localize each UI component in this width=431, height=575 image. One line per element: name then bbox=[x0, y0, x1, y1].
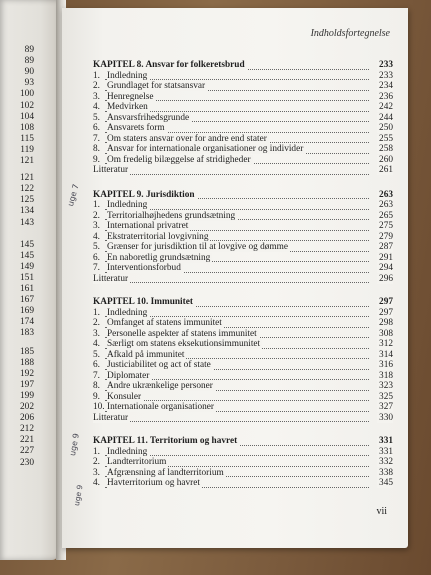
entry-number: 3. bbox=[93, 467, 100, 478]
entry-page bbox=[377, 81, 393, 92]
entry-title bbox=[107, 155, 253, 166]
entry-number: 7. bbox=[93, 133, 100, 144]
entry-page bbox=[377, 221, 393, 232]
entry-number: 1. bbox=[93, 307, 100, 318]
entry-page bbox=[377, 297, 393, 308]
entry-page-text: 279 bbox=[379, 231, 393, 242]
entry-title bbox=[107, 211, 237, 222]
entry-title bbox=[107, 221, 190, 232]
entry-page-text: 330 bbox=[379, 412, 393, 423]
left-page-number: 145 bbox=[19, 239, 34, 250]
entry-title-text: Interventionsforbud bbox=[107, 263, 181, 273]
left-page-number: 230 bbox=[19, 457, 34, 468]
entry-title-text: Litteratur bbox=[93, 165, 129, 175]
entry-title bbox=[107, 468, 226, 479]
toc-entry bbox=[93, 402, 393, 413]
chapter-heading bbox=[93, 60, 393, 71]
left-page-number: 185 bbox=[19, 346, 34, 357]
entry-page bbox=[377, 360, 393, 371]
toc-entry bbox=[93, 252, 393, 264]
entry-title-text: Henregnelse bbox=[107, 91, 154, 102]
left-page-number: 90 bbox=[24, 67, 34, 78]
entry-title-text: Personelle aspekter af statens immunitet bbox=[107, 328, 257, 339]
entry-title bbox=[107, 113, 191, 124]
entry-title-text: Grundlaget for statsansvar bbox=[107, 81, 206, 91]
left-page-number: 93 bbox=[24, 78, 34, 89]
entry-number: 4. bbox=[93, 339, 100, 349]
left-page-number: 197 bbox=[19, 379, 34, 390]
entry-title-text: Afkald på immunitet bbox=[107, 349, 185, 360]
entry-title bbox=[107, 339, 262, 350]
chapter-heading bbox=[93, 297, 393, 308]
entry-page-text: 265 bbox=[379, 210, 393, 221]
dot-leader bbox=[93, 174, 369, 175]
entry-page bbox=[377, 350, 393, 361]
entry-page bbox=[377, 123, 393, 134]
entry-title-text: Særligt om statens eksekutionsimmunitet bbox=[107, 339, 261, 349]
entry-page bbox=[377, 339, 393, 350]
left-page-number: 100 bbox=[19, 89, 34, 100]
entry-page-text: 236 bbox=[379, 91, 393, 102]
left-page-number: 202 bbox=[19, 402, 34, 412]
entry-page-text: 332 bbox=[379, 457, 393, 467]
toc-entry bbox=[93, 133, 393, 145]
entry-number: 7. bbox=[93, 263, 100, 273]
toc-entry bbox=[93, 81, 393, 92]
entry-title-text: Om fredelig bilæggelse af stridigheder bbox=[107, 154, 251, 165]
entry-title-text: Territorialhøjhedens grundsætning bbox=[107, 210, 236, 221]
entry-page bbox=[377, 165, 393, 176]
entry-page bbox=[377, 134, 393, 145]
entry-number: 8. bbox=[93, 144, 100, 154]
entry-page bbox=[377, 232, 393, 243]
entry-title bbox=[93, 436, 239, 447]
entry-title-text: Indledning bbox=[107, 70, 148, 81]
toc-entry bbox=[93, 263, 393, 274]
entry-title-text: Havterritorium og havret bbox=[107, 478, 200, 488]
entry-page bbox=[377, 263, 393, 274]
left-page bbox=[0, 0, 58, 560]
entry-page-text: 331 bbox=[379, 436, 393, 446]
entry-title bbox=[107, 447, 149, 458]
entry-page-text: 263 bbox=[379, 200, 393, 210]
chapter-section bbox=[93, 60, 393, 176]
entry-page-text: 331 bbox=[379, 446, 393, 457]
entry-page bbox=[377, 211, 393, 222]
entry-page bbox=[377, 144, 393, 155]
left-page-number: 119 bbox=[20, 144, 34, 155]
entry-title bbox=[107, 478, 202, 489]
entry-title-text: Andre ukrænkelige personer bbox=[107, 381, 213, 391]
entry-page-text: 260 bbox=[379, 154, 393, 165]
entry-page-text: 312 bbox=[379, 339, 393, 349]
toc-entry bbox=[93, 446, 393, 458]
entry-page-text: 275 bbox=[379, 221, 393, 231]
left-page-number: 227 bbox=[19, 446, 34, 457]
entry-title bbox=[107, 381, 215, 392]
handwritten-note: uge 7 bbox=[66, 183, 81, 208]
entry-title bbox=[107, 350, 186, 361]
entry-title-text: KAPITEL 10. Immunitet bbox=[93, 297, 193, 307]
dot-leader bbox=[93, 421, 369, 422]
entry-title bbox=[107, 102, 150, 113]
entry-title-text: Afgrænsning af landterritorium bbox=[107, 467, 224, 478]
entry-page bbox=[377, 318, 393, 329]
entry-title bbox=[107, 81, 207, 92]
entry-page-text: 234 bbox=[379, 81, 393, 91]
entry-number: 4. bbox=[93, 478, 100, 488]
entry-title-text: Ansvar for internationale organisationer og individer bbox=[107, 144, 304, 154]
entry-page bbox=[377, 60, 393, 71]
left-page-number: 115 bbox=[20, 133, 34, 144]
left-page-number: 199 bbox=[19, 390, 34, 401]
entry-page bbox=[377, 155, 393, 166]
left-page-number: 102 bbox=[19, 100, 34, 111]
entry-title bbox=[107, 329, 259, 340]
entry-number: 2. bbox=[93, 210, 100, 221]
entry-title bbox=[93, 297, 195, 308]
entry-page-text: 297 bbox=[379, 297, 393, 307]
entry-number: 4. bbox=[93, 231, 100, 242]
toc-entry bbox=[93, 231, 393, 243]
entry-page bbox=[377, 242, 393, 253]
chapter-section bbox=[93, 189, 393, 285]
left-page-number: 221 bbox=[19, 435, 34, 446]
handwritten-note: uge 9 bbox=[72, 484, 85, 507]
entry-page bbox=[377, 457, 393, 468]
entry-title bbox=[107, 253, 212, 264]
entry-title-text: Indledning bbox=[107, 446, 148, 457]
entry-page-text: 318 bbox=[379, 370, 393, 381]
entry-title-text: Konsuler bbox=[107, 391, 142, 402]
entry-title-text: Landterritorium bbox=[107, 457, 167, 467]
entry-page-text: 323 bbox=[379, 381, 393, 391]
table-of-contents bbox=[93, 60, 393, 489]
entry-title-text: Om staters ansvar over for andre end stater bbox=[107, 133, 267, 144]
literature-entry bbox=[93, 273, 393, 285]
entry-title bbox=[93, 60, 247, 71]
right-page bbox=[62, 8, 408, 548]
left-page-number: 125 bbox=[19, 195, 34, 206]
left-page-number: 212 bbox=[19, 424, 34, 435]
entry-title-text: Ansvarsfrihedsgrunde bbox=[107, 112, 190, 123]
entry-title-text: KAPITEL 9. Jurisdiktion bbox=[93, 189, 195, 200]
toc-entry bbox=[93, 360, 393, 371]
entry-page-text: 316 bbox=[379, 360, 393, 370]
entry-page bbox=[377, 253, 393, 264]
left-page-number: 206 bbox=[19, 413, 34, 424]
entry-page-text: 233 bbox=[379, 60, 393, 70]
entry-number: 1. bbox=[93, 200, 100, 210]
chapter-heading bbox=[93, 436, 393, 447]
entry-title-text: Justiciabilitet og act of state bbox=[107, 360, 211, 370]
entry-page bbox=[377, 468, 393, 479]
entry-title-text: KAPITEL 11. Territorium og havret bbox=[93, 436, 238, 446]
left-page-number: 161 bbox=[19, 284, 34, 294]
entry-page bbox=[377, 71, 393, 82]
page-number: vii bbox=[376, 506, 387, 517]
entry-page-text: 345 bbox=[379, 478, 393, 488]
toc-entry bbox=[93, 381, 393, 392]
toc-entry bbox=[93, 339, 393, 350]
entry-title-text: Omfanget af statens immunitet bbox=[107, 318, 222, 328]
entry-number: 1. bbox=[93, 70, 100, 81]
left-page-number: 188 bbox=[19, 357, 34, 368]
literature-entry bbox=[93, 165, 393, 176]
entry-number: 2. bbox=[93, 318, 100, 328]
entry-title bbox=[107, 71, 149, 82]
entry-page-text: 296 bbox=[379, 273, 393, 284]
entry-page bbox=[377, 402, 393, 413]
entry-number: 1. bbox=[93, 446, 100, 457]
entry-page bbox=[377, 308, 393, 319]
entry-number: 9. bbox=[93, 154, 100, 165]
left-page-number: 145 bbox=[19, 250, 34, 261]
entry-page-text: 263 bbox=[379, 189, 393, 200]
entry-title bbox=[107, 200, 149, 211]
entry-title bbox=[107, 360, 213, 371]
entry-page-text: 325 bbox=[379, 391, 393, 402]
entry-title bbox=[107, 123, 167, 134]
left-page-number: 192 bbox=[19, 368, 34, 379]
left-page-number: 151 bbox=[19, 272, 34, 283]
toc-entry bbox=[93, 112, 393, 124]
entry-page-text: 233 bbox=[379, 70, 393, 81]
entry-page-text: 244 bbox=[379, 112, 393, 123]
left-page-number: 143 bbox=[19, 217, 34, 228]
entry-page bbox=[377, 436, 393, 447]
toc-entry bbox=[93, 70, 393, 82]
toc-entry bbox=[93, 154, 393, 166]
left-page-number: 122 bbox=[19, 184, 34, 195]
toc-entry bbox=[93, 221, 393, 232]
left-page-number: 183 bbox=[19, 328, 34, 339]
toc-entry bbox=[93, 349, 393, 361]
dot-leader bbox=[105, 400, 369, 401]
left-page-number: 104 bbox=[19, 111, 34, 122]
entry-page bbox=[377, 329, 393, 340]
entry-number: 6. bbox=[93, 252, 100, 263]
entry-page bbox=[377, 274, 393, 285]
entry-page-text: 308 bbox=[379, 328, 393, 339]
entry-page-text: 258 bbox=[379, 144, 393, 154]
entry-title-text: International privatret bbox=[107, 221, 189, 231]
entry-title bbox=[107, 144, 305, 155]
handwritten-note: uge 9 bbox=[68, 432, 81, 457]
toc-entry bbox=[93, 391, 393, 403]
entry-title bbox=[93, 274, 130, 285]
entry-title bbox=[107, 402, 216, 413]
entry-number: 3. bbox=[93, 328, 100, 339]
entry-page-text: 291 bbox=[379, 252, 393, 263]
entry-page bbox=[377, 478, 393, 489]
entry-page bbox=[377, 413, 393, 424]
entry-title bbox=[107, 308, 149, 319]
entry-title bbox=[93, 190, 197, 201]
toc-entry bbox=[93, 457, 393, 468]
entry-page-text: 255 bbox=[379, 133, 393, 144]
entry-title-text: Indledning bbox=[107, 307, 148, 318]
entry-number: 5. bbox=[93, 349, 100, 360]
left-page-number: 169 bbox=[19, 306, 34, 317]
toc-entry bbox=[93, 200, 393, 211]
toc-entry bbox=[93, 144, 393, 155]
entry-title bbox=[107, 242, 290, 253]
entry-title-text: Medvirken bbox=[107, 102, 148, 112]
entry-page bbox=[377, 102, 393, 113]
entry-title bbox=[107, 457, 168, 468]
entry-page-text: 297 bbox=[379, 307, 393, 318]
entry-page bbox=[377, 92, 393, 103]
entry-title-text: En naboretlig grundsætning bbox=[107, 252, 211, 263]
entry-number: 6. bbox=[93, 123, 100, 133]
left-page-number: 121 bbox=[19, 156, 34, 166]
entry-page-text: 327 bbox=[379, 402, 393, 412]
entry-number: 8. bbox=[93, 381, 100, 391]
chapter-section bbox=[93, 297, 393, 423]
entry-number: 7. bbox=[93, 370, 100, 381]
entry-title bbox=[107, 392, 143, 403]
entry-title bbox=[107, 92, 155, 103]
entry-title bbox=[107, 263, 183, 274]
entry-page-text: 242 bbox=[379, 102, 393, 112]
chapter-section bbox=[93, 436, 393, 489]
literature-entry bbox=[93, 412, 393, 424]
entry-page-text: 298 bbox=[379, 318, 393, 328]
entry-number: 3. bbox=[93, 221, 100, 231]
entry-number: 5. bbox=[93, 242, 100, 252]
entry-title-text: Ekstraterritorial lovgivning bbox=[107, 231, 209, 242]
entry-page-text: 294 bbox=[379, 263, 393, 273]
entry-page bbox=[377, 381, 393, 392]
entry-page bbox=[377, 200, 393, 211]
entry-page bbox=[377, 392, 393, 403]
toc-entry bbox=[93, 242, 393, 253]
left-page-number: 89 bbox=[24, 45, 34, 55]
entry-title-text: Litteratur bbox=[93, 273, 129, 284]
toc-entry bbox=[93, 467, 393, 479]
left-page-number: 149 bbox=[19, 261, 34, 272]
entry-number: 5. bbox=[93, 112, 100, 123]
entry-title-text: Ansvarets form bbox=[107, 123, 165, 133]
left-page-number: 121 bbox=[19, 173, 34, 184]
entry-number: 10. bbox=[93, 402, 105, 412]
entry-page-text: 261 bbox=[379, 165, 393, 175]
entry-title bbox=[107, 371, 151, 382]
entry-page-text: 338 bbox=[379, 467, 393, 478]
entry-title bbox=[107, 232, 210, 243]
entry-title bbox=[93, 165, 130, 176]
toc-entry bbox=[93, 328, 393, 340]
entry-page bbox=[377, 447, 393, 458]
entry-title-text: Internationale organisationer bbox=[107, 402, 214, 412]
entry-title-text: Diplomater bbox=[107, 370, 150, 381]
entry-number: 2. bbox=[93, 457, 100, 467]
left-page-number: 134 bbox=[19, 206, 34, 217]
toc-entry bbox=[93, 123, 393, 134]
left-page-number: 167 bbox=[19, 295, 34, 306]
entry-page-text: 314 bbox=[379, 349, 393, 360]
chapter-heading bbox=[93, 189, 393, 201]
running-head: Indholdsfortegnelse bbox=[310, 28, 390, 39]
entry-number: 6. bbox=[93, 360, 100, 370]
entry-title-text: KAPITEL 8. Ansvar for folkeretsbrud bbox=[93, 60, 245, 70]
toc-entry bbox=[93, 102, 393, 113]
entry-page bbox=[377, 190, 393, 201]
entry-title-text: Litteratur bbox=[93, 412, 129, 423]
left-page-number: 174 bbox=[19, 317, 34, 328]
entry-page bbox=[377, 371, 393, 382]
entry-title bbox=[107, 318, 224, 329]
left-page-number: 89 bbox=[24, 56, 34, 67]
toc-entry bbox=[93, 307, 393, 319]
entry-page-text: 250 bbox=[379, 123, 393, 133]
toc-entry bbox=[93, 478, 393, 489]
entry-number: 4. bbox=[93, 102, 100, 112]
left-page-number: 108 bbox=[19, 122, 34, 133]
entry-title bbox=[107, 134, 269, 145]
entry-page-text: 287 bbox=[379, 242, 393, 252]
entry-number: 9. bbox=[93, 391, 100, 402]
toc-entry bbox=[93, 370, 393, 382]
entry-number: 3. bbox=[93, 91, 100, 102]
toc-entry bbox=[93, 318, 393, 329]
toc-entry bbox=[93, 91, 393, 103]
entry-title-text: Indledning bbox=[107, 200, 148, 210]
entry-page bbox=[377, 113, 393, 124]
entry-title bbox=[93, 413, 130, 424]
entry-title-text: Grænser for jurisdiktion til at lovgive og dømme bbox=[107, 242, 289, 252]
dot-leader bbox=[93, 282, 369, 283]
toc-entry bbox=[93, 210, 393, 222]
entry-number: 2. bbox=[93, 81, 100, 91]
